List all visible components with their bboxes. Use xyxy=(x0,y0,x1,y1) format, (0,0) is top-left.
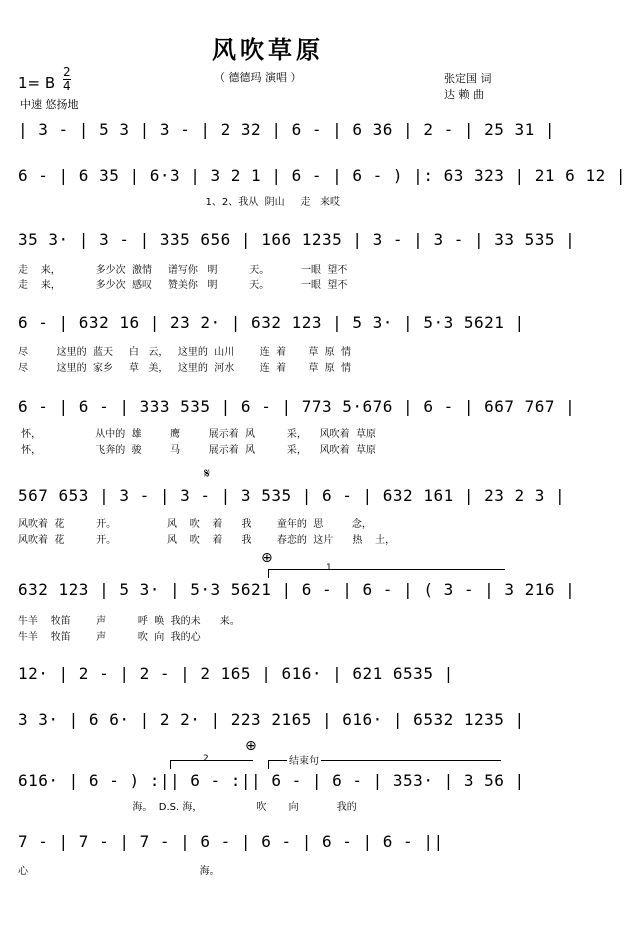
lyric-line-5b: 怀， 飞奔的 骏 马 展示着 风 采， 风吹着 草原 xyxy=(18,445,377,456)
lyric-line-6b: 风吹着 花 开。 风 吹 着 我 春恋的 这片 热 土， xyxy=(18,535,396,546)
lyric-line-5a: 怀， 从中的 雄 鹰 展示着 风 采， 风吹着 草原 xyxy=(18,429,377,440)
lyric-line-11a: 心 海。 xyxy=(18,866,220,877)
staff-line-3: 35 3· | 3 - | 335 656 | 166 1235 | 3 - | 3 - | 33 535 | xyxy=(18,230,576,249)
staff-line-4: 6 - | 632 16 | 23 2· | 632 123 | 5 3· | 5·3 5621 | xyxy=(18,313,525,332)
staff-line-11: 7 - | 7 - | 7 - | 6 - | 6 - | 6 - | 6 - || xyxy=(18,832,444,851)
staff-line-5: 6 - | 6 - | 333 535 | 6 - | 773 5·676 | 6 - | 667 767 | xyxy=(18,397,576,416)
coda-icon-2: ⊕ xyxy=(245,738,257,754)
key-signature: 1= B xyxy=(18,74,56,92)
volta-two-label: 2 xyxy=(203,754,209,764)
lyric-line-7a: 牛羊 牧笛 声 呼 唤 我的未 来。 xyxy=(18,616,240,627)
staff-line-6: 567 653 | 3 - | 3 - | 3 535 | 6 - | 632 161 | 23 2 3 | xyxy=(18,486,566,505)
lyric-line-4b: 尽 这里的 家乡 草 美， 这里的 河水 连 着 草 原 情 xyxy=(18,363,352,374)
staff-line-9: 3 3· | 6 6· | 2 2· | 223 2165 | 616· | 6532 1235 | xyxy=(18,710,525,729)
singer-credit: （ 德德玛 演唱 ） xyxy=(214,71,302,84)
time-signature-top: 2 xyxy=(63,65,71,79)
staff-line-2: 6 - | 6 35 | 6·3 | 3 2 1 | 6 - | 6 - ) |: 63 323 | 21 6 12 | xyxy=(18,166,626,185)
staff-line-10: 616· | 6 - ) :|| 6 - :|| 6 - | 6 - | 353· | 3 56 | xyxy=(18,771,525,790)
volta-two-bracket xyxy=(170,760,253,769)
time-signature-bottom: 4 xyxy=(63,79,71,93)
volta-one-label: 1 xyxy=(326,563,332,573)
lyric-line-7b: 牛羊 牧笛 声 吹 向 我的心 xyxy=(18,632,201,643)
lyric-line-6a: 风吹着 花 开。 风 吹 着 我 童年的 思 念， xyxy=(18,519,372,530)
lyric-line-4a: 尽 这里的 蓝天 白 云， 这里的 山川 连 着 草 原 情 xyxy=(18,347,352,358)
staff-line-1: | 3 - | 5 3 | 3 - | 2 32 | 6 - | 6 36 | 2 - | 25 31 | xyxy=(18,120,556,139)
tempo-marking: 中速 悠扬地 xyxy=(20,98,79,111)
lyric-line-2a: 1、2、我从 阴山 走 来哎 xyxy=(18,197,341,208)
ending-label: 结束句 xyxy=(287,752,321,767)
lyric-line-10a: 海。 D.S. 海， 吹 向 我的 xyxy=(18,802,357,813)
staff-line-7: 632 123 | 5 3· | 5·3 5621 | 6 - | 6 - | ( 3 - | 3 216 | xyxy=(18,580,576,599)
staff-line-8: 12· | 2 - | 2 - | 2 165 | 616· | 621 6535 | xyxy=(18,664,454,683)
page-title: 风吹草原 xyxy=(212,36,324,64)
lyric-line-3b: 走 来， 多少次 感叹 赞美你 明 天。 一眼 望不 xyxy=(18,280,348,291)
lyricist-credit: 张定国 词 xyxy=(444,72,492,85)
lyric-line-3a: 走 来， 多少次 激情 谱写你 明 天。 一眼 望不 xyxy=(18,265,348,276)
coda-icon: ⊕ xyxy=(261,550,273,566)
volta-one-bracket xyxy=(268,569,505,578)
composer-credit: 达 赖 曲 xyxy=(444,88,484,101)
segno-icon: 𝄋 xyxy=(204,466,211,482)
time-signature xyxy=(63,66,71,93)
